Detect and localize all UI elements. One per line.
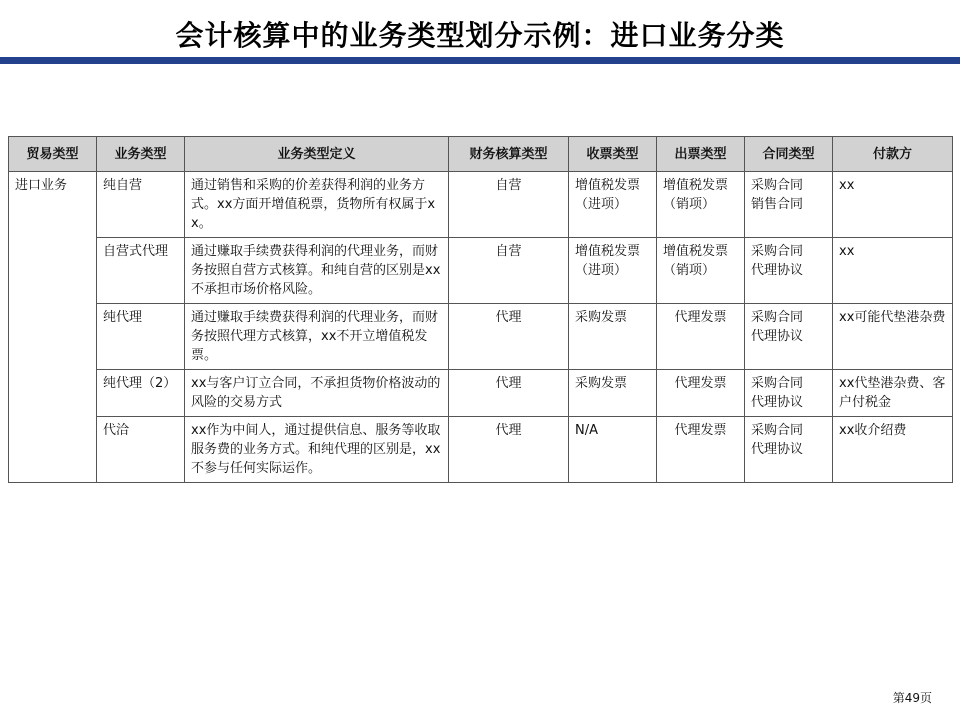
issue-cell: 代理发票 <box>657 370 745 417</box>
issue-cell: 代理发票 <box>657 304 745 370</box>
accounting-cell: 代理 <box>449 304 569 370</box>
contract-cell <box>745 417 833 483</box>
header-receive-invoice: 收票类型 <box>569 137 657 172</box>
header-contract-type: 合同类型 <box>745 137 833 172</box>
accounting-cell: 自营 <box>449 172 569 238</box>
biz-type-cell: 纯自营 <box>97 172 185 238</box>
header-trade-type: 贸易类型 <box>9 137 97 172</box>
payer-cell: xx <box>833 238 953 304</box>
header-biz-type: 业务类型 <box>97 137 185 172</box>
biz-type-cell: 自营式代理 <box>97 238 185 304</box>
accounting-cell: 代理 <box>449 417 569 483</box>
contract-line: 采购合同 <box>751 178 804 193</box>
contract-cell <box>745 370 833 417</box>
trade-type-cell: 进口业务 <box>9 172 97 483</box>
header-issue-invoice: 出票类型 <box>657 137 745 172</box>
biz-type-cell: 纯代理 <box>97 304 185 370</box>
table-row <box>9 304 953 370</box>
header-definition: 业务类型定义 <box>185 137 449 172</box>
contract-line: 代理协议 <box>751 395 804 410</box>
contract-line: 采购合同 <box>751 310 804 325</box>
contract-line: 代理协议 <box>751 263 804 278</box>
accounting-cell: 代理 <box>449 370 569 417</box>
definition-cell: 通过销售和采购的价差获得利润的业务方式。xx方面开增值税票，货物所有权属于xx。 <box>185 172 449 238</box>
biz-type-cell: 纯代理（2） <box>97 370 185 417</box>
contract-line: 采购合同 <box>751 376 804 391</box>
table-row <box>9 370 953 417</box>
slide-title: 会计核算中的业务类型划分示例：进口业务分类 <box>175 19 785 52</box>
contract-line: 采购合同 <box>751 244 804 259</box>
contract-line: 代理协议 <box>751 329 804 344</box>
definition-cell: xx作为中间人，通过提供信息、服务等收取服务费的业务方式。和纯代理的区别是，xx不参与任何实际运作。 <box>185 417 449 483</box>
page-number: 第49页 <box>892 691 932 705</box>
receive-cell: 增值税发票（进项） <box>569 172 657 238</box>
accounting-cell: 自营 <box>449 238 569 304</box>
contract-line: 代理协议 <box>751 442 804 457</box>
biz-type-cell: 代洽 <box>97 417 185 483</box>
header-payer: 付款方 <box>833 137 953 172</box>
table-row <box>9 417 953 483</box>
payer-cell: xx收介绍费 <box>833 417 953 483</box>
contract-cell <box>745 238 833 304</box>
title-rule <box>0 57 960 64</box>
receive-cell: 采购发票 <box>569 370 657 417</box>
payer-cell: xx代垫港杂费、客户付税金 <box>833 370 953 417</box>
definition-cell: 通过赚取手续费获得利润的代理业务，而财务按照代理方式核算，xx不开立增值税发票。 <box>185 304 449 370</box>
definition-cell: xx与客户订立合同，不承担货物价格波动的风险的交易方式 <box>185 370 449 417</box>
header-accounting-type: 财务核算类型 <box>449 137 569 172</box>
payer-cell: xx <box>833 172 953 238</box>
contract-line: 采购合同 <box>751 423 804 438</box>
receive-cell: 增值税发票（进项） <box>569 238 657 304</box>
receive-cell: 采购发票 <box>569 304 657 370</box>
business-type-table <box>8 136 953 483</box>
definition-cell: 通过赚取手续费获得利润的代理业务，而财务按照自营方式核算。和纯自营的区别是xx不承担市场价格风险。 <box>185 238 449 304</box>
issue-cell: 增值税发票（销项） <box>657 238 745 304</box>
contract-cell <box>745 304 833 370</box>
payer-cell: xx可能代垫港杂费 <box>833 304 953 370</box>
table-row <box>9 238 953 304</box>
issue-cell: 代理发票 <box>657 417 745 483</box>
receive-cell: N/A <box>569 417 657 483</box>
contract-line: 销售合同 <box>751 197 804 212</box>
table-header-row <box>9 137 953 172</box>
issue-cell: 增值税发票（销项） <box>657 172 745 238</box>
table-row <box>9 172 953 238</box>
contract-cell <box>745 172 833 238</box>
